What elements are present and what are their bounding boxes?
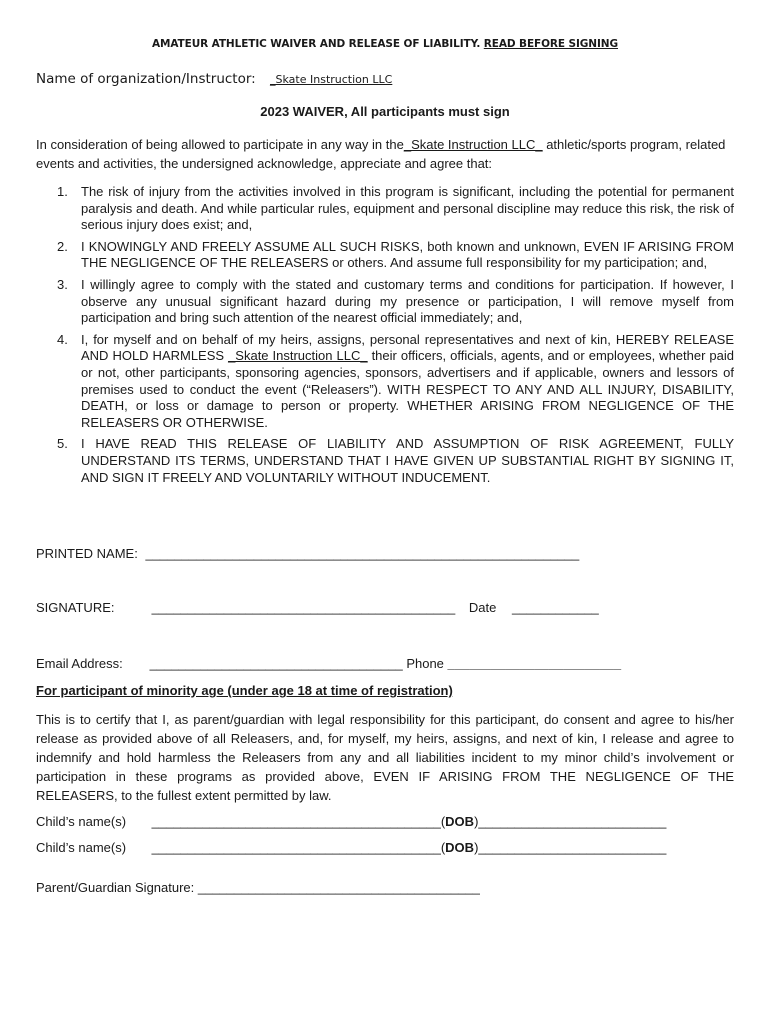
dob-label: DOB	[445, 840, 475, 855]
term-text-after: their officers, officials, agents, and or employees, whether paid or not, other participants, sponsoring agencies, sponsors, advertisers and if applicable, owners and lessors of premises used to conduct the event (“Releasers”). WITH RESPECT TO ANY AND ALL INJURY, DISABILITY, DEATH, or loss or damage to person or property. WHETHER ARISING FROM NEGLIGENCE OF THE RELEASERS OR OTHERWISE.	[81, 348, 735, 430]
email-label: Email Address:	[36, 656, 123, 671]
term-number: 4.	[57, 331, 68, 347]
child-name-label: Child’s name(s)	[36, 814, 127, 829]
guardian-signature-label: Parent/Guardian Signature:	[36, 880, 195, 895]
guardian-signature-field[interactable]: _______________________________________	[197, 880, 480, 895]
signature-row	[36, 600, 599, 615]
term-number: 5.	[57, 436, 68, 452]
child-name-row	[36, 814, 666, 829]
term-number: 1.	[57, 184, 68, 199]
term-item	[36, 239, 734, 272]
term-text: The risk of injury from the activities involved in this program is significant, including the potential for permanent paralysis and death. And while particular rules, equipment and personal discipline may reduce this risk, the risk of serious injury does exist; and,	[81, 184, 734, 233]
dob-open: (	[440, 814, 446, 829]
dob-close: )	[474, 840, 479, 855]
term-item	[36, 332, 734, 432]
guardian-signature-row	[36, 880, 480, 895]
term-org: _Skate Instruction LLC_	[228, 348, 368, 364]
waiver-subtitle: 2023 WAIVER, All participants must sign	[260, 104, 510, 119]
organization-label: Name of organization/Instructor:	[36, 71, 261, 87]
phone-label: Phone	[406, 656, 444, 671]
dob-field[interactable]: __________________________	[478, 840, 667, 855]
intro-org: _Skate Instruction LLC_	[403, 137, 543, 152]
organization-name	[260, 73, 396, 86]
email-field[interactable]: ___________________________________	[149, 656, 403, 671]
term-item	[36, 184, 734, 234]
dob-close: )	[474, 814, 479, 829]
printed-name-field[interactable]: ____________________________________________________________	[145, 546, 580, 561]
dob-open: (	[440, 840, 446, 855]
organization-line	[36, 71, 396, 87]
terms-list	[36, 184, 734, 491]
term-text: I willingly agree to comply with the stated and customary terms and conditions for participation. If however, I observe any unusual significant hazard during my presence or participation, I will remove myself from participation and bring such attention of the nearest official immediately; and,	[81, 276, 734, 326]
term-text: I KNOWINGLY AND FREELY ASSUME ALL SUCH RISKS, both known and unknown, EVEN IF ARISING FROM THE NEGLIGENCE OF THE RELEASERS or others. And assume full responsibility for my participation; and,	[81, 238, 734, 271]
intro-before: In consideration of being allowed to participate in any way in the	[36, 137, 404, 152]
child-name-label: Child’s name(s)	[36, 840, 127, 855]
organization-prefix: _	[270, 73, 276, 86]
child-name-field[interactable]: ________________________________________	[151, 814, 441, 829]
printed-name-label: PRINTED NAME:	[36, 546, 138, 561]
organization-value: Skate Instruction LLC	[275, 73, 393, 86]
term-item	[36, 436, 734, 486]
intro-after: athletic/sports program, related events and activities, the undersigned acknowledge, appreciate and agree that:	[36, 137, 726, 171]
date-label: Date	[468, 600, 497, 615]
signature-field[interactable]: __________________________________________	[151, 600, 456, 615]
child-name-field[interactable]: ________________________________________	[151, 840, 441, 855]
term-text-before: I, for myself and on behalf of my heirs, assigns, personal representatives and next of kin, HEREBY RELEASE AND HOLD HARMLESS	[81, 331, 734, 364]
signature-label: SIGNATURE:	[36, 600, 115, 615]
child-name-row	[36, 840, 666, 855]
minor-paragraph: This is to certify that I, as parent/guardian with legal responsibility for this participant, do consent and agree to his/her release as provided above of all Releasers, and, for myself, my heirs, assigns, and next of kin, I release and agree to indemnify and hold harmless the Releasers from any and all liabilities incident to my minor child’s involvement or participation in these programs as provided above, EVEN IF ARISING FROM THE NEGLIGENCE OF THE RELEASERS, to the fullest extent permitted by law.	[36, 712, 734, 803]
intro-paragraph	[36, 135, 736, 173]
date-field[interactable]: ____________	[512, 600, 599, 615]
term-text: I HAVE READ THIS RELEASE OF LIABILITY AND ASSUMPTION OF RISK AGREEMENT, FULLY UNDERSTAND ITS TERMS, UNDERSTAND THAT I HAVE GIVEN UP SUBSTANTIAL RIGHT BY SIGNING IT, AND SIGN IT FREELY AND VOLUNTARILY WITHOUT INDUCEMENT.	[81, 436, 734, 485]
minor-heading: For participant of minority age (under age 18 at time of registration)	[36, 683, 453, 698]
document-title	[0, 38, 770, 50]
term-number: 2.	[57, 238, 68, 254]
title-emphasis: READ BEFORE SIGNING	[483, 38, 619, 50]
phone-field[interactable]: ________________________	[447, 656, 622, 671]
printed-name-row	[36, 546, 579, 561]
dob-label: DOB	[445, 814, 475, 829]
dob-field[interactable]: __________________________	[478, 814, 667, 829]
term-number: 3.	[57, 276, 68, 292]
email-phone-row	[36, 656, 621, 671]
term-item	[36, 277, 734, 327]
title-main: AMATEUR ATHLETIC WAIVER AND RELEASE OF LIABILITY.	[151, 38, 484, 50]
